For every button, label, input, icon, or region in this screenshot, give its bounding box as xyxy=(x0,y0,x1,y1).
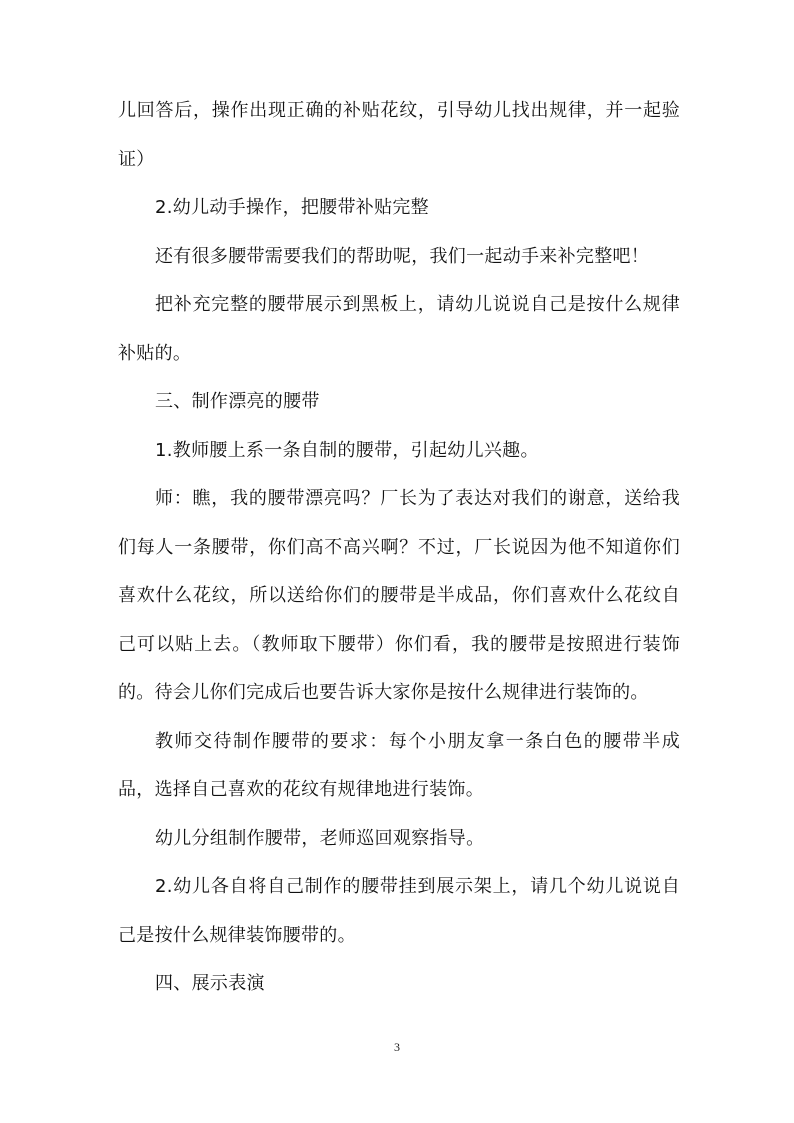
paragraph: 还有很多腰带需要我们的帮助呢，我们一起动手来补完整吧！ xyxy=(155,245,650,267)
document-body xyxy=(118,87,680,1009)
paragraph: 把补充完整的腰带展示到黑板上，请幼儿说说自己是按什么规律补贴的。 xyxy=(118,294,680,364)
paragraph: 幼儿分组制作腰带，老师巡回观察指导。 xyxy=(155,827,485,849)
section-heading-3: 三、制作漂亮的腰带 xyxy=(155,391,320,412)
step-heading-1: 1.教师腰上系一条自制的腰带，引起幼儿兴趣。 xyxy=(155,439,539,461)
paragraph-dialogue: 师：瞧，我的腰带漂亮吗？厂长为了表达对我们的谢意，送给我们每人一条腰带，你们高不高兴啊？不过，厂长说因为他不知道你们喜欢什么花纹，所以送给你们的腰带是半成品，你们喜欢什么花纹自己可以贴上去。（教师取下腰带）你们看，我的腰带是按照进行装饰的。待会儿你们完成后也要告诉大家你是按什么规律进行装饰的。 xyxy=(118,488,680,703)
section-heading-4: 四、展示表演 xyxy=(155,973,265,994)
paragraph: 教师交待制作腰带的要求：每个小朋友拿一条白色的腰带半成品，选择自己喜欢的花纹有规律地进行装饰。 xyxy=(118,730,680,800)
paragraph-continuation: 儿回答后，操作出现正确的补贴花纹，引导幼儿找出规律，并一起验证） xyxy=(118,100,680,170)
step-heading-2: 2.幼儿动手操作，把腰带补贴完整 xyxy=(155,197,429,218)
paragraph: 2.幼儿各自将自己制作的腰带挂到展示架上，请几个幼儿说说自己是按什么规律装饰腰带的。 xyxy=(118,876,680,946)
page-number: 3 xyxy=(394,1040,400,1054)
